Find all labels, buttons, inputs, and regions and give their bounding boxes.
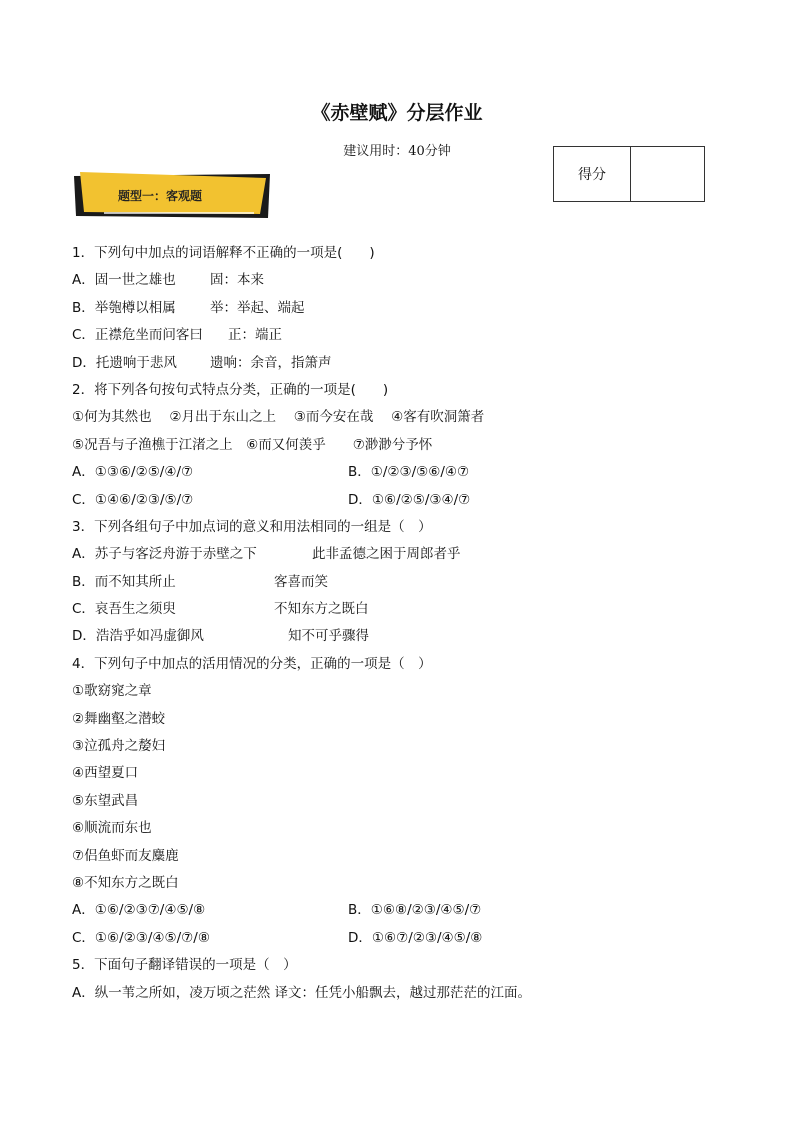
- q2-options-ab: [72, 459, 732, 486]
- q1-stem: 1．下列句中加点的词语解释不正确的一项是( ): [72, 245, 375, 261]
- q4-item: ③泣孤舟之嫠妇: [72, 738, 166, 755]
- q1-option-b: B．举匏樽以相属 举：举起、端起: [72, 299, 305, 316]
- q2-stem: 2．将下列各句按句式特点分类，正确的一项是( ): [72, 381, 389, 398]
- q3-option-d: D．浩浩乎如冯虚御风 知不可乎骤得: [72, 628, 369, 645]
- q4-item: ②舞幽壑之潜蛟: [72, 710, 166, 727]
- q2-options-cd: [72, 487, 732, 514]
- q4-item: ⑥顺流而东也: [72, 820, 152, 837]
- q1-option-d: D．托遗响于悲风 遗响：余音，指箫声: [72, 354, 332, 371]
- q5-option-a: A．纵一苇之所如，凌万顷之茫然 译文：任凭小船飘去，越过那茫茫的江面。: [72, 984, 532, 1001]
- q2-items-2: ⑤况吾与子渔樵于江渚之上 ⑥而又何羡乎 ⑦渺渺兮予怀: [72, 436, 433, 453]
- q4-item: ④西望夏口: [72, 765, 139, 782]
- q4-option-d: D．①⑥⑦/②③/④⑤/⑧: [348, 929, 483, 946]
- page-title: 《赤壁赋》分层作业: [311, 102, 483, 124]
- q2-option-b: B．①/②③/⑤⑥/④⑦: [348, 464, 470, 481]
- q4-option-c: C．①⑥/②③/④⑤/⑦/⑧: [72, 929, 210, 946]
- q1-option-a: A．固一世之雄也 固：本来: [72, 272, 264, 289]
- suggested-time: 建议用时：40分钟: [343, 144, 451, 159]
- q4-option-b: B．①⑥⑧/②③/④⑤/⑦: [348, 902, 482, 919]
- q4-stem: 4．下列句子中加点的活用情况的分类，正确的一项是（ ）: [72, 655, 432, 672]
- q4-item: ⑤东望武昌: [72, 792, 139, 809]
- q5-stem: 5．下面句子翻译错误的一项是（ ）: [72, 957, 297, 974]
- q3-option-c: C．哀吾生之须臾 不知东方之既白: [72, 601, 369, 618]
- q1-option-c: C．正襟危坐而问客曰 正：端正: [72, 327, 282, 344]
- q4-options-cd: [72, 925, 732, 952]
- q3-option-a: A．苏子与客泛舟游于赤壁之下 此非孟德之困于周郎者乎: [72, 546, 461, 563]
- q4-option-a: A．①⑥/②③⑦/④⑤/⑧: [72, 902, 206, 919]
- q3-stem: 3．下列各组句子中加点词的意义和用法相同的一组是（ ）: [72, 518, 432, 535]
- section-banner: [72, 172, 272, 220]
- score-label: 得分: [554, 147, 631, 201]
- score-value: [631, 147, 704, 201]
- question-list: [72, 240, 732, 1007]
- section-label: 题型一：客观题: [118, 189, 203, 203]
- q2-option-c: C．①④⑥/②③/⑤/⑦: [72, 491, 194, 508]
- score-box: [553, 146, 705, 202]
- q2-option-a: A．①③⑥/②⑤/④/⑦: [72, 464, 194, 481]
- q4-item: ①歌窈窕之章: [72, 683, 152, 700]
- q4-item: ⑧不知东方之既白: [72, 874, 179, 891]
- q2-option-d: D．①⑥/②⑤/③④/⑦: [348, 491, 471, 508]
- q3-option-b: B．而不知其所止 客喜而笑: [72, 573, 328, 590]
- q4-options-ab: [72, 897, 732, 924]
- q2-items-1: ①何为其然也 ②月出于东山之上 ③而今安在哉 ④客有吹洞箫者: [72, 409, 485, 426]
- q4-item: ⑦侣鱼虾而友麋鹿: [72, 847, 179, 864]
